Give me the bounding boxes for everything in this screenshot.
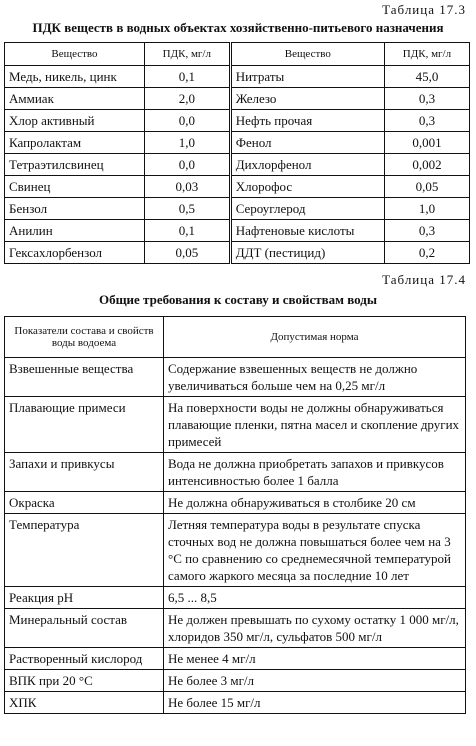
table-row — [5, 397, 466, 453]
substance-cell: Сероуглерод — [230, 198, 384, 220]
indicator-cell: Взвешенные вещества — [5, 358, 164, 397]
table-17-3-caption: Таблица 17.3 — [382, 2, 466, 17]
norm-cell: На поверхности воды не должны обнаруживаться плавающие пленки, пятна масел и скопление других примесей — [164, 397, 466, 453]
header-pdk: ПДК, мг/л — [144, 43, 230, 66]
table-row — [5, 587, 466, 609]
substance-cell: Нефть прочая — [230, 110, 384, 132]
table-row — [5, 176, 470, 198]
norm-cell: Содержание взвешенных веществ не должно увеличиваться больше чем на 0,25 мг/л — [164, 358, 466, 397]
table-row — [5, 198, 470, 220]
table-17-4-caption: Таблица 17.4 — [382, 272, 466, 287]
substance-cell: Анилин — [5, 220, 145, 242]
header-substance: Вещество — [5, 43, 145, 66]
pdk-value-cell: 0,1 — [144, 66, 230, 88]
header-substance-2: Вещество — [230, 43, 384, 66]
norm-cell: Вода не должна приобретать запахов и привкусов интенсивностью более 1 балла — [164, 453, 466, 492]
indicator-cell: Растворенный кислород — [5, 648, 164, 670]
table-row — [5, 110, 470, 132]
indicator-cell: Минеральный состав — [5, 609, 164, 648]
indicator-cell: Запахи и привкусы — [5, 453, 164, 492]
pdk-value-cell: 0,0 — [144, 154, 230, 176]
table-row — [5, 648, 466, 670]
substance-cell: Аммиак — [5, 88, 145, 110]
pdk-value-cell: 1,0 — [384, 198, 469, 220]
substance-cell: Тетраэтилсвинец — [5, 154, 145, 176]
table-row — [5, 609, 466, 648]
pdk-value-cell: 0,05 — [384, 176, 469, 198]
substance-cell: Медь, никель, цинк — [5, 66, 145, 88]
substance-cell: Капролактам — [5, 132, 145, 154]
substance-cell: Нафтеновые кислоты — [230, 220, 384, 242]
indicator-cell: Окраска — [5, 492, 164, 514]
header-pdk-2: ПДК, мг/л — [384, 43, 469, 66]
pdk-value-cell: 0,2 — [384, 242, 469, 264]
table-row — [5, 670, 466, 692]
pdk-value-cell: 0,05 — [144, 242, 230, 264]
substance-cell: Бензол — [5, 198, 145, 220]
water-requirements-table — [4, 316, 466, 714]
table-row — [5, 514, 466, 587]
pdk-value-cell: 2,0 — [144, 88, 230, 110]
substance-cell: Свинец — [5, 176, 145, 198]
substance-cell: ДДТ (пестицид) — [230, 242, 384, 264]
table-row — [5, 242, 470, 264]
table-row — [5, 88, 470, 110]
table-17-3-title: ПДК веществ в водных объектах хозяйственно-питьевого назначения — [32, 20, 444, 35]
norm-cell: Не более 15 мг/л — [164, 692, 466, 714]
indicator-cell: Температура — [5, 514, 164, 587]
table-header-row — [5, 317, 466, 358]
substance-cell: Хлор активный — [5, 110, 145, 132]
table-17-4-title: Общие требования к составу и свойствам воды — [98, 292, 378, 307]
pdk-value-cell: 45,0 — [384, 66, 469, 88]
indicator-cell: ХПК — [5, 692, 164, 714]
table-row — [5, 692, 466, 714]
norm-cell: Не должен превышать по сухому остатку 1 000 мг/л, хлоридов 350 мг/л, сульфатов 500 мг/л — [164, 609, 466, 648]
pdk-value-cell: 0,0 — [144, 110, 230, 132]
table-row — [5, 453, 466, 492]
norm-cell: Не менее 4 мг/л — [164, 648, 466, 670]
substance-cell: Гексахлорбензол — [5, 242, 145, 264]
indicator-cell: Плавающие примеси — [5, 397, 164, 453]
substance-cell: Железо — [230, 88, 384, 110]
table-row — [5, 492, 466, 514]
table-row — [5, 132, 470, 154]
table-row — [5, 220, 470, 242]
norm-cell: 6,5 ... 8,5 — [164, 587, 466, 609]
pdk-value-cell: 0,3 — [384, 110, 469, 132]
pdk-value-cell: 0,03 — [144, 176, 230, 198]
pdk-value-cell: 0,3 — [384, 88, 469, 110]
pdk-value-cell: 0,001 — [384, 132, 469, 154]
table-row — [5, 154, 470, 176]
pdk-value-cell: 0,5 — [144, 198, 230, 220]
norm-cell: Не должна обнаруживаться в столбике 20 см — [164, 492, 466, 514]
pdk-table — [4, 42, 470, 264]
table-header-row — [5, 43, 470, 66]
norm-cell: Не более 3 мг/л — [164, 670, 466, 692]
table-row — [5, 358, 466, 397]
pdk-value-cell: 0,1 — [144, 220, 230, 242]
header-indicator: Показатели состава и свойств воды водоема — [5, 317, 164, 358]
indicator-cell: ВПК при 20 °С — [5, 670, 164, 692]
substance-cell: Фенол — [230, 132, 384, 154]
norm-cell: Летняя температура воды в результате спуска сточных вод не должна повышаться более чем на 3 °С по сравнению со среднемесячной температурой самого жаркого месяца за последние 10 лет — [164, 514, 466, 587]
substance-cell: Нитраты — [230, 66, 384, 88]
pdk-value-cell: 1,0 — [144, 132, 230, 154]
table-row — [5, 66, 470, 88]
pdk-value-cell: 0,3 — [384, 220, 469, 242]
header-norm: Допустимая норма — [164, 317, 466, 358]
indicator-cell: Реакция рН — [5, 587, 164, 609]
substance-cell: Дихлорфенол — [230, 154, 384, 176]
substance-cell: Хлорофос — [230, 176, 384, 198]
pdk-value-cell: 0,002 — [384, 154, 469, 176]
